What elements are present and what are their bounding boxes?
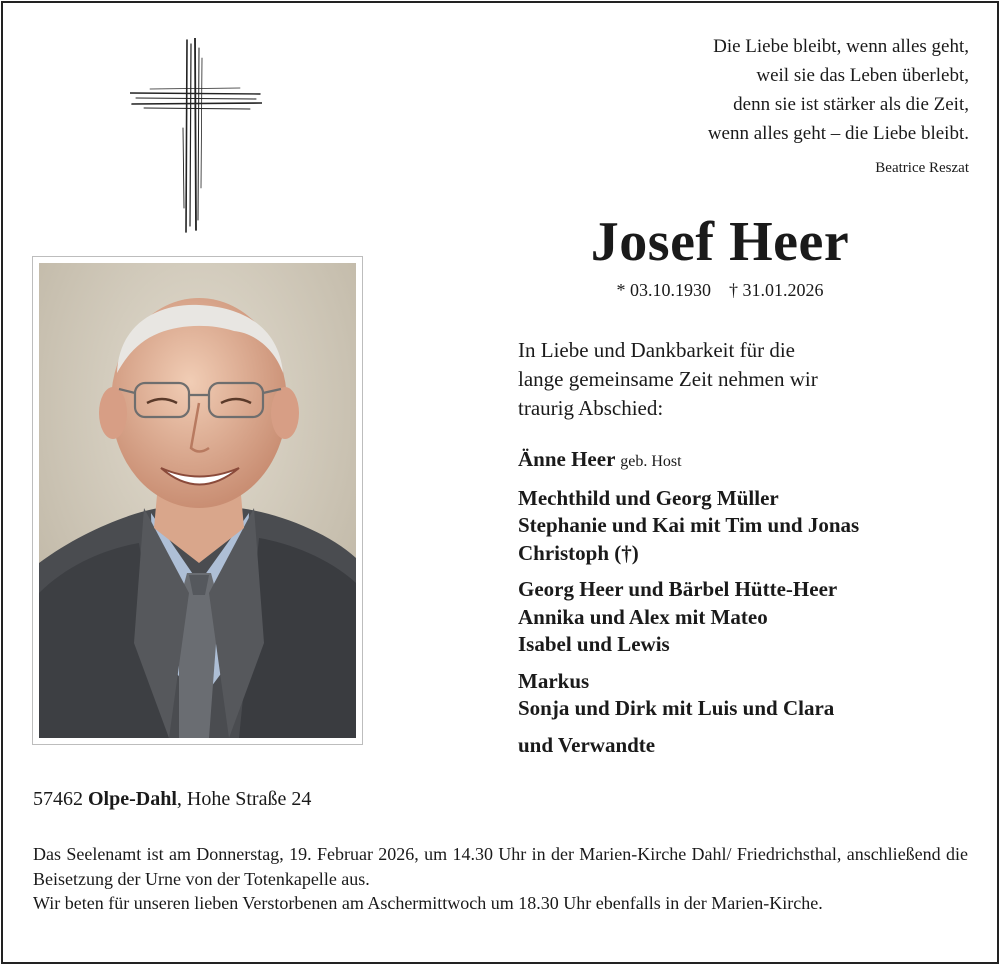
spouse-group <box>518 446 859 476</box>
mourner-line: Mechthild und Georg Müller <box>518 485 779 510</box>
mourner-line: Markus <box>518 668 590 693</box>
mourner-line: und Verwandte <box>518 732 656 757</box>
address-street: , Hohe Straße 24 <box>176 788 312 810</box>
notice-paragraph: Wir beten für unseren lieben Verstorbenen am Aschermittwoch um 18.30 Uhr ebenfalls in der Marien-Kirche. <box>33 893 823 913</box>
poem-line: weil sie das Leben überlebt, <box>756 65 969 86</box>
address-zip: 57462 <box>33 788 83 810</box>
mourner-line: Annika und Alex mit Mateo <box>518 604 768 629</box>
intro-line: traurig Abschied: <box>518 396 664 420</box>
portrait-illustration <box>39 263 356 738</box>
intro-line: In Liebe und Dankbarkeit für die <box>518 338 795 362</box>
birth-date: * 03.10.1930 <box>616 280 711 300</box>
farewell-intro <box>518 336 818 423</box>
mourner-group <box>518 485 859 568</box>
poem-line: Die Liebe bleibt, wenn alles geht, <box>713 36 969 57</box>
mourner-line: Isabel und Lewis <box>518 632 670 656</box>
service-notice <box>33 842 968 916</box>
spouse-name: Änne Heer <box>518 447 616 471</box>
poem-line: wenn alles geht – die Liebe bleibt. <box>707 123 969 144</box>
address-town: Olpe-Dahl <box>88 788 177 810</box>
address <box>33 788 311 811</box>
mourner-line: Stephanie und Kai mit Tim und Jonas <box>518 513 860 537</box>
mourner-line: Georg Heer und Bärbel Hütte-Heer <box>518 577 838 601</box>
mourner-group <box>518 732 859 760</box>
notice-paragraph: Das Seelenamt ist am Donnerstag, 19. Februar 2026, um 14.30 Uhr in der Marien-Kirche Dahl/ Friedrichsthal, anschließend die Beisetzung der Urne von der Totenkapelle aus. <box>33 844 968 889</box>
poem-author: Beatrice Reszat <box>875 160 969 176</box>
deceased-name: Josef Heer <box>590 211 850 273</box>
life-dates <box>520 280 920 301</box>
spouse <box>518 446 859 476</box>
spouse-maiden-name: geb. Host <box>620 453 682 470</box>
mourner-group <box>518 576 859 659</box>
poem-line: denn sie ist stärker als die Zeit, <box>733 94 969 115</box>
mourner-line: Sonja und Dirk mit Luis und Clara <box>518 696 835 720</box>
mourner-line: Christoph (†) <box>518 540 639 565</box>
mourner-group <box>518 668 859 723</box>
intro-line: lange gemeinsame Zeit nehmen wir <box>518 367 818 391</box>
death-date: † 31.01.2026 <box>729 280 824 300</box>
portrait-photo <box>32 256 363 745</box>
poem <box>708 32 969 148</box>
mourners-list <box>518 446 859 759</box>
cross-icon <box>130 38 262 234</box>
